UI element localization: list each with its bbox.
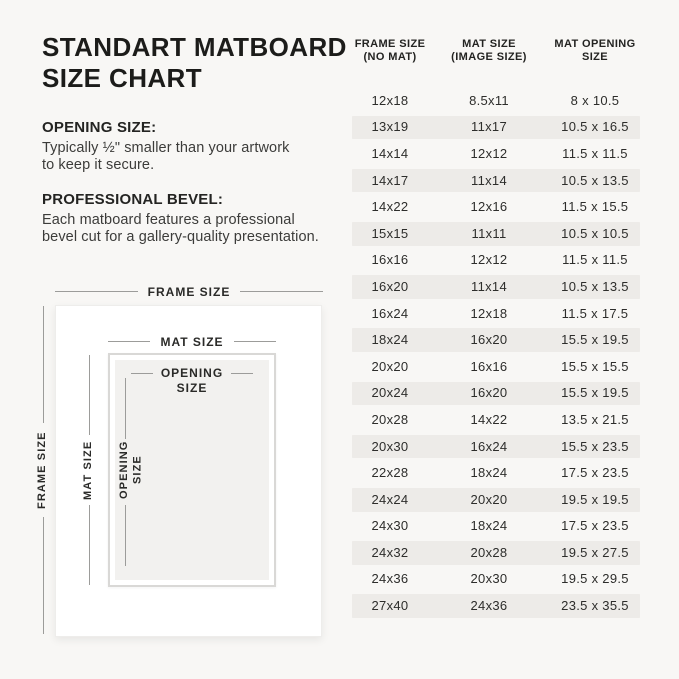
mat-size-cell: 11x14 xyxy=(471,172,507,188)
frame-size-cell: 18x24 xyxy=(371,332,409,348)
frame-size-cell: 20x28 xyxy=(371,411,409,427)
mat-size-cell: 20x30 xyxy=(470,571,508,587)
leader-line xyxy=(231,373,253,374)
opening-size-text-line1: Typically ½" smaller than your artwork xyxy=(42,140,290,156)
mat-size-cell: 16x24 xyxy=(470,438,508,454)
table-row xyxy=(352,300,640,327)
table-row xyxy=(352,592,640,619)
mat-size-cell: 11x17 xyxy=(471,119,507,135)
frame-size-cell: 15x15 xyxy=(371,225,409,241)
mat-size-cell: 24x36 xyxy=(470,598,508,614)
leader-line xyxy=(125,378,126,439)
mat-size-cell: 18x24 xyxy=(470,518,508,534)
mat-opening-cell: 19.5 x 27.5 xyxy=(561,544,629,560)
professional-bevel-text-line1: Each matboard features a professional xyxy=(42,212,295,228)
leader-line xyxy=(89,355,90,435)
opening-size-text-line2: to keep it secure. xyxy=(42,157,155,173)
opening-size-label-text: OPENING SIZE xyxy=(160,366,224,395)
mat-opening-cell: 15.5 x 23.5 xyxy=(561,438,629,454)
leader-line xyxy=(131,373,153,374)
mat-size-label-text: MAT SIZE xyxy=(160,334,224,349)
table-body xyxy=(352,87,640,619)
table-row xyxy=(352,193,640,220)
table-row xyxy=(352,380,640,407)
table-row xyxy=(352,273,640,300)
mat-opening-cell: 17.5 x 23.5 xyxy=(561,465,629,481)
frame-size-label-text: FRAME SIZE xyxy=(147,284,231,299)
leader-line xyxy=(240,291,323,292)
page-title-line1: STANDART MATBOARD xyxy=(42,32,347,62)
mat-opening-cell: 11.5 x 17.5 xyxy=(561,305,629,321)
frame-size-cell: 12x18 xyxy=(371,92,409,108)
table-row xyxy=(352,539,640,566)
mat-size-cell: 12x12 xyxy=(470,145,508,161)
frame-size-cell: 20x30 xyxy=(371,438,409,454)
mat-size-cell: 14x22 xyxy=(470,411,508,427)
table-row xyxy=(352,140,640,167)
mat-opening-cell: 10.5 x 10.5 xyxy=(561,225,629,241)
mat-opening-cell: 19.5 x 29.5 xyxy=(561,571,629,587)
leader-line xyxy=(125,505,126,566)
frame-size-cell: 24x32 xyxy=(371,544,409,560)
mat-size-cell: 16x20 xyxy=(470,385,508,401)
table-row xyxy=(352,353,640,380)
mat-size-cell: 12x18 xyxy=(470,305,508,321)
mat-size-top-label xyxy=(108,335,276,348)
mat-opening-cell: 15.5 x 19.5 xyxy=(561,332,629,348)
mat-size-cell: 16x20 xyxy=(470,332,508,348)
mat-size-cell: 18x24 xyxy=(470,465,508,481)
leader-line xyxy=(55,291,138,292)
table-row xyxy=(352,406,640,433)
frame-size-cell: 16x24 xyxy=(371,305,409,321)
frame-size-cell: 20x24 xyxy=(371,385,409,401)
leader-line xyxy=(43,517,44,634)
frame-size-cell: 24x24 xyxy=(371,491,409,507)
table-row xyxy=(352,247,640,274)
mat-opening-cell: 11.5 x 15.5 xyxy=(561,199,629,215)
table-row xyxy=(352,114,640,141)
table-row xyxy=(352,486,640,513)
mat-size-vertical-label: MAT SIZE xyxy=(82,440,94,500)
frame-size-cell: 14x14 xyxy=(371,145,409,161)
frame-size-top-label xyxy=(55,285,323,298)
mat-opening-cell: 10.5 x 13.5 xyxy=(561,172,629,188)
mat-size-cell: 20x20 xyxy=(470,491,508,507)
mat-opening-cell: 23.5 x 35.5 xyxy=(561,598,629,614)
mat-opening-cell: 17.5 x 23.5 xyxy=(561,518,629,534)
table-row xyxy=(352,220,640,247)
mat-size-cell: 11x14 xyxy=(471,278,507,294)
mat-opening-cell: 10.5 x 13.5 xyxy=(561,278,629,294)
frame-size-cell: 14x17 xyxy=(371,172,409,188)
mat-size-cell: 12x12 xyxy=(470,252,508,268)
opening-size-vertical-label: OPENING SIZE xyxy=(118,440,144,499)
frame-size-cell: 14x22 xyxy=(371,199,409,215)
mat-size-cell: 12x16 xyxy=(470,199,508,215)
table-row xyxy=(352,433,640,460)
frame-size-cell: 27x40 xyxy=(371,598,409,614)
leader-line xyxy=(234,341,276,342)
frame-size-cell: 16x20 xyxy=(371,278,409,294)
mat-opening-cell: 10.5 x 16.5 xyxy=(561,119,629,135)
opening-size-heading: OPENING SIZE: xyxy=(42,119,157,136)
leader-line xyxy=(43,306,44,423)
mat-opening-cell: 11.5 x 11.5 xyxy=(562,252,628,268)
page-title-line2: SIZE CHART xyxy=(42,63,202,93)
mat-size-cell: 8.5x11 xyxy=(469,92,509,108)
frame-size-cell: 13x19 xyxy=(371,119,409,135)
frame-size-cell: 22x28 xyxy=(371,465,409,481)
frame-size-vertical-label: FRAME SIZE xyxy=(36,431,48,509)
page-title xyxy=(42,32,347,94)
header-frame-size: FRAME SIZE (NO MAT) xyxy=(354,38,426,63)
table-row xyxy=(352,513,640,540)
leader-line xyxy=(108,341,150,342)
table-row xyxy=(352,566,640,593)
table-row xyxy=(352,326,640,353)
mat-opening-cell: 15.5 x 19.5 xyxy=(561,385,629,401)
mat-opening-cell: 11.5 x 11.5 xyxy=(562,145,628,161)
frame-size-cell: 20x20 xyxy=(371,358,409,374)
frame-size-cell: 24x36 xyxy=(371,571,409,587)
mat-size-cell: 11x11 xyxy=(471,225,507,241)
header-mat-size: MAT SIZE (IMAGE SIZE) xyxy=(451,38,527,63)
mat-opening-cell: 19.5 x 19.5 xyxy=(561,491,629,507)
frame-size-cell: 16x16 xyxy=(371,252,409,268)
table-header-row xyxy=(352,38,640,64)
header-mat-opening: MAT OPENING SIZE xyxy=(554,38,636,63)
table-row xyxy=(352,87,640,114)
leader-line xyxy=(89,505,90,585)
mat-size-cell: 20x28 xyxy=(470,544,508,560)
mat-opening-cell: 15.5 x 15.5 xyxy=(561,358,629,374)
opening-size-note xyxy=(42,119,289,174)
table-row xyxy=(352,167,640,194)
mat-size-cell: 16x16 xyxy=(470,358,508,374)
frame-size-cell: 24x30 xyxy=(371,518,409,534)
mat-opening-cell: 8 x 10.5 xyxy=(570,92,620,108)
opening-size-top-label xyxy=(131,366,253,395)
professional-bevel-text-line2: bevel cut for a gallery-quality presentation. xyxy=(42,229,319,245)
mat-opening-cell: 13.5 x 21.5 xyxy=(561,411,629,427)
professional-bevel-heading: PROFESSIONAL BEVEL: xyxy=(42,191,224,208)
table-row xyxy=(352,459,640,486)
professional-bevel-note xyxy=(42,191,319,246)
